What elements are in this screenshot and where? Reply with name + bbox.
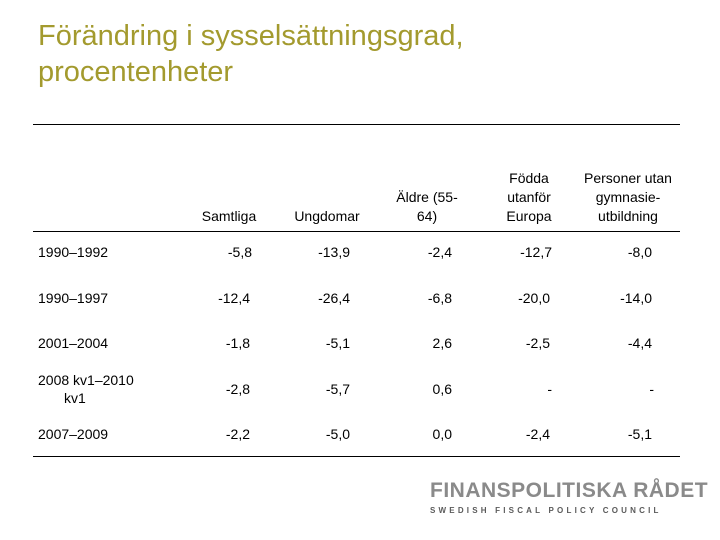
table-cell: -2,4 <box>525 426 550 442</box>
row-label: 1990–1997 <box>38 290 109 306</box>
table-cell: -20,0 <box>518 290 550 306</box>
table-cell: -13,9 <box>318 244 350 260</box>
row-label: 2007–2009 <box>38 426 109 442</box>
table-cell: -2,5 <box>525 335 550 351</box>
table-cell: -4,4 <box>627 335 652 351</box>
slide-title <box>38 18 678 90</box>
council-logo <box>430 479 709 515</box>
table-cell: -14,0 <box>620 290 652 306</box>
table-cell: -8,0 <box>627 244 652 260</box>
row-label: 2001–2004 <box>38 335 109 351</box>
table-cell: -2,2 <box>225 426 250 442</box>
column-header-utan-gymnasieutbildning: Personer utan gymnasie-utbildning <box>584 170 672 224</box>
table-cell: 2,6 <box>432 335 452 351</box>
logo-name: FINANSPOLITISKA RÅDET <box>430 479 709 502</box>
table-cell: -5,1 <box>627 426 652 442</box>
table-cell: -12,4 <box>218 290 250 306</box>
table-cell: -5,0 <box>325 426 350 442</box>
table-cell: 0,0 <box>432 426 452 442</box>
table-cell: -2,8 <box>225 381 250 397</box>
row-label-line-2: kv1 <box>64 390 86 406</box>
table-cell: - <box>649 381 654 397</box>
title-line-2: procentenheter <box>38 56 234 88</box>
table-cell: -26,4 <box>318 290 350 306</box>
logo-subtitle: SWEDISH FISCAL POLICY COUNCIL <box>430 506 662 515</box>
table-cell: -5,8 <box>227 244 252 260</box>
table-cell: -5,7 <box>325 381 350 397</box>
table-cell: -1,8 <box>225 335 250 351</box>
table-header-rule <box>33 231 680 232</box>
title-line-1: Förändring i sysselsättningsgrad, <box>38 20 464 52</box>
table-cell: -6,8 <box>427 290 452 306</box>
column-header-ungdomar: Ungdomar <box>294 208 360 224</box>
column-header-aldre: Äldre (55-64) <box>396 189 458 224</box>
column-header-samtliga: Samtliga <box>201 208 257 224</box>
table-cell: -2,4 <box>427 244 452 260</box>
column-header-fodda-utanfor-europa: Födda utanför Europa <box>506 170 552 224</box>
table-cell: 0,6 <box>432 381 452 397</box>
table-cell: -5,1 <box>325 335 350 351</box>
row-label: 1990–1992 <box>38 244 109 260</box>
row-label-line-1: 2008 kv1–2010 <box>38 372 134 388</box>
table-cell: - <box>547 381 552 397</box>
table-top-rule <box>33 124 680 125</box>
table-cell: -12,7 <box>520 244 552 260</box>
row-label <box>38 371 134 407</box>
table-bottom-rule <box>33 456 680 457</box>
